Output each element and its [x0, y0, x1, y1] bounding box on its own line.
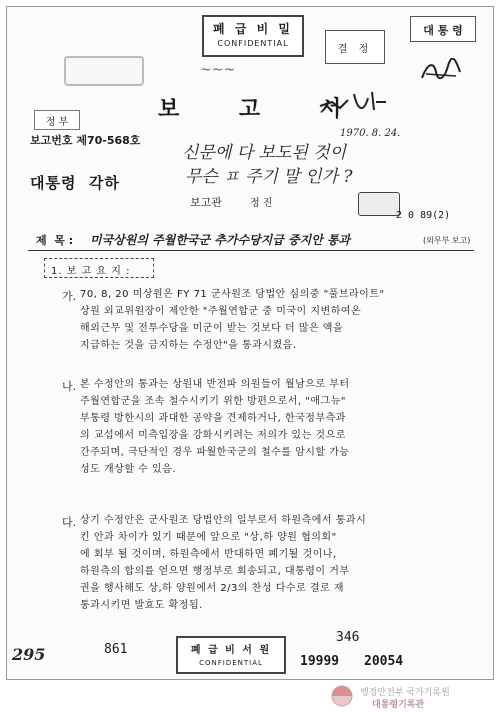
archive-logo: [330, 684, 354, 708]
approval-box: [325, 30, 385, 64]
confidential-stamp-bottom: [176, 636, 286, 674]
document-title: 보 고 서: [158, 97, 368, 122]
handwritten-date: 1970. 8. 24.: [340, 128, 401, 139]
jeongbu-stamp-label: 정 부: [45, 117, 69, 128]
paragraph-line: 에 회부 될 것이며, 하원측에서 반대하면 폐기될 것이나,: [80, 549, 337, 560]
approval-box-label: 결 정: [337, 44, 373, 55]
reporter-label: 보고관: [190, 196, 222, 209]
section-heading: 1. 보 고 요 지 :: [51, 266, 131, 277]
confidential-stamp-top: [202, 15, 304, 57]
watermark-line-1: 행정안전부 국가기록원: [360, 688, 450, 698]
paragraph-line: 간주되며, 극단적인 경우 파월한국군의 철수를 암시할 가능: [80, 447, 350, 458]
paragraph-line: 통과시키면 발효도 확정됨.: [80, 600, 203, 611]
footer-left-number: 861: [104, 642, 128, 657]
paragraph-line: 하원측의 합의를 얻으면 행정부로 회송되고, 대통령이 거부: [80, 566, 350, 577]
paragraph-line: 의 교섭에서 미측입장을 강화시키려는 저의가 있는 것으로: [80, 430, 346, 441]
subject-label: 제 목 :: [36, 234, 74, 247]
paragraph-line: 상원 외교위원장이 제안한 "주월연합군 중 미국이 지변하여온: [80, 306, 362, 317]
paragraph-line: 권을 행사해도 상,하 양원에서 2/3의 찬성 다수로 결로 재: [80, 583, 345, 594]
margin-note: 295: [12, 645, 46, 664]
paragraph-line: 해외근무 및 전투수당을 미군이 받는 것보다 더 많은 액을: [80, 323, 344, 334]
footer-right-number: 346: [336, 630, 360, 645]
jeongbu-stamp: [34, 110, 80, 130]
confidential-stamp-bottom-sub: CONFIDENTIAL: [199, 659, 263, 667]
handwritten-note-line-2: 무슨 ㅍ 주기 말 인가 ?: [185, 167, 353, 187]
paragraph-ga: [80, 286, 480, 354]
paragraph-line: 지급하는 것을 금지하는 수정안"을 통과시켰음.: [80, 340, 297, 351]
archive-emblem-icon: [330, 684, 354, 708]
watermark-line-2: 대통령기록관: [372, 700, 425, 710]
section-heading-box: [44, 258, 154, 278]
handwritten-initials: ~~~: [200, 62, 236, 78]
president-box: [410, 16, 476, 42]
addressee: 대통령 각하: [30, 174, 120, 192]
seal-stamp: [358, 192, 400, 216]
subject-source: (외무부 보고): [423, 236, 471, 245]
footer-serial-1: 19999: [300, 654, 340, 669]
paragraph-na-marker: 나.: [62, 380, 77, 393]
president-box-label: 대 통 령: [423, 24, 463, 37]
paragraph-da-marker: 다.: [62, 516, 77, 529]
confidential-stamp-bottom-main: 폐 급 비 서 원: [190, 645, 272, 656]
report-number: 보고번호 제70-568호: [30, 134, 141, 147]
page-mark: 2 0 89(2): [396, 210, 451, 221]
signature-scribble-icon: [420, 58, 462, 84]
paragraph-da: [80, 512, 480, 614]
paragraph-line: 상기 수정안은 군사원조 당법안의 일부로서 하원측에서 통과시: [80, 515, 367, 526]
paragraph-line: 킨 안과 차이가 있기 때문에 앞으로 "상,하 양원 협의회": [80, 532, 337, 543]
footer-serial-2: 20054: [364, 654, 404, 669]
subject-line: [28, 230, 474, 251]
reporter-name: 정 진: [250, 198, 273, 209]
paragraph-line: 부통령 방한시의 과대한 공약을 견제하거나, 한국정부측과: [80, 413, 346, 424]
confidential-stamp-top-main: 폐 급 비 밀: [213, 22, 293, 36]
paragraph-line: 성도 개상할 수 있음.: [80, 464, 176, 475]
confidential-stamp-top-sub: CONFIDENTIAL: [217, 39, 289, 48]
paragraph-na: [80, 376, 480, 478]
blurred-stamp-left: [64, 56, 144, 86]
paragraph-line: 본 수정안의 통과는 상원내 반전파 의원들이 월남으로 부터: [80, 379, 350, 390]
title-scribble-mark: [318, 88, 388, 116]
paragraph-ga-marker: 가.: [62, 290, 77, 303]
paragraph-line: 주월연합군을 조속 철수시키기 위한 방편으로서, "애그뉴": [80, 396, 346, 407]
scribble-icon: [318, 88, 388, 116]
paragraph-line: 70, 8, 20 미상원은 FY 71 군사원조 당법안 심의중 "풀브라이트": [80, 289, 385, 300]
signature-mark: [420, 58, 462, 84]
subject-text: 미국상원의 주월한국군 추가수당지급 중지안 통과: [90, 233, 351, 247]
handwritten-note-line-1: 신문에 다 보도된 것이: [182, 143, 347, 163]
